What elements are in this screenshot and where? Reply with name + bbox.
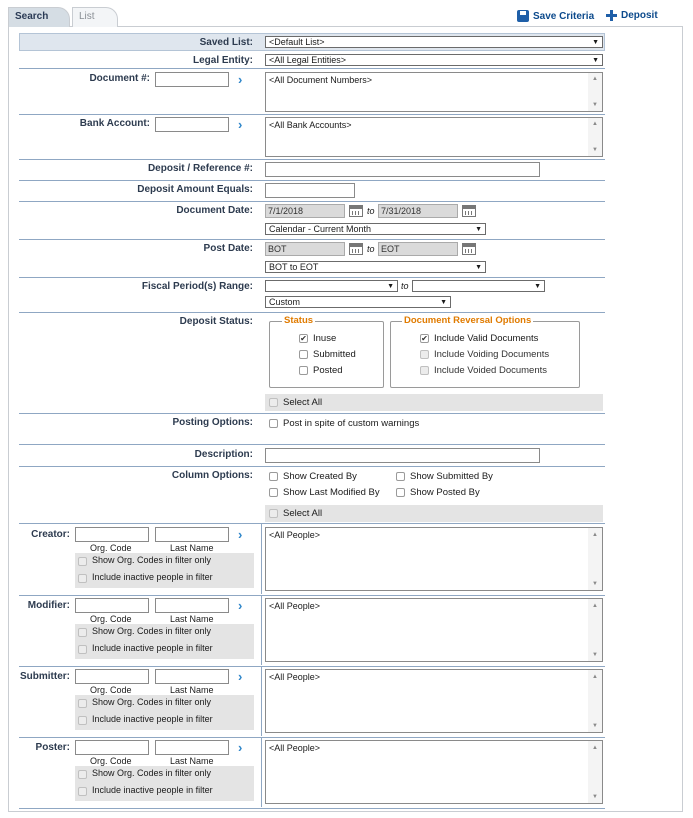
document-no-input[interactable] [155, 72, 229, 87]
column-options-label: Column Options: [171, 470, 253, 481]
divider [19, 666, 605, 667]
save-icon [517, 10, 529, 22]
modifier-label: Modifier: [27, 600, 70, 611]
legal-entity-select[interactable] [265, 54, 603, 66]
status-submitted-checkbox[interactable] [299, 350, 308, 359]
submitter-label: Submitter: [20, 671, 70, 682]
status-inuse-checkbox[interactable]: ✔ [300, 334, 307, 343]
modifier-people-list[interactable] [265, 598, 603, 662]
saved-list-select[interactable] [265, 36, 603, 48]
deposit-button[interactable] [606, 10, 658, 21]
poster-include-inactive-checkbox[interactable] [78, 787, 87, 796]
creator-show-org-codes-label: Show Org. Codes in filter only [92, 555, 212, 565]
post-custom-warnings-checkbox[interactable] [269, 419, 278, 428]
poster-label: Poster: [35, 742, 70, 753]
post-date-to[interactable]: EOT [378, 242, 458, 256]
divider [19, 114, 605, 115]
modifier-org-code-input[interactable] [75, 598, 149, 613]
status-posted-checkbox[interactable] [299, 366, 308, 375]
bank-account-input[interactable] [155, 117, 229, 132]
divider [19, 201, 605, 202]
deposit-amount-label: Deposit Amount Equals: [137, 184, 253, 195]
calendar-icon[interactable] [462, 205, 476, 217]
chevron-right-icon[interactable]: › [238, 669, 243, 684]
modifier-include-inactive-checkbox[interactable] [78, 645, 87, 654]
poster-last-name-input[interactable] [155, 740, 229, 755]
divider [261, 524, 262, 594]
divider [19, 239, 605, 240]
to-label: to [367, 206, 375, 216]
deposit-ref-input[interactable] [265, 162, 540, 177]
document-date-preset-value: Calendar - Current Month [269, 224, 372, 234]
submitter-people-list[interactable] [265, 669, 603, 733]
divider [19, 808, 605, 809]
scrollbar[interactable]: ▲ ▼ [588, 528, 602, 590]
submitter-include-inactive-label: Include inactive people in filter [92, 714, 213, 724]
poster-show-org-codes-checkbox[interactable] [78, 770, 87, 779]
include-valid-checkbox[interactable]: ✔ [421, 334, 428, 343]
submitter-last-name-caption: Last Name [170, 685, 214, 695]
show-last-modified-by-checkbox[interactable] [269, 488, 278, 497]
modifier-show-org-codes-label: Show Org. Codes in filter only [92, 626, 212, 636]
submitter-show-org-codes-checkbox[interactable] [78, 699, 87, 708]
chevron-right-icon[interactable]: › [238, 72, 243, 87]
show-submitted-by-label: Show Submitted By [410, 471, 493, 482]
chevron-right-icon[interactable]: › [238, 117, 243, 132]
divider [19, 595, 605, 596]
fiscal-to-select[interactable] [412, 280, 545, 292]
columns-select-all-checkbox[interactable] [269, 509, 278, 518]
deposit-amount-input[interactable] [265, 183, 355, 198]
fiscal-mode-value: Custom [269, 297, 301, 307]
creator-include-inactive-label: Include inactive people in filter [92, 572, 213, 582]
submitter-people-list-value: <All People> [269, 672, 321, 682]
submitter-show-org-codes-label: Show Org. Codes in filter only [92, 697, 212, 707]
saved-list-value: <Default List> [269, 37, 325, 47]
creator-org-code-input[interactable] [75, 527, 149, 542]
post-date-label: Post Date: [203, 243, 253, 254]
fiscal-from-select[interactable] [265, 280, 398, 292]
submitter-org-code-input[interactable] [75, 669, 149, 684]
dropdown-arrow-icon: ▼ [475, 264, 482, 271]
show-created-by-checkbox[interactable] [269, 472, 278, 481]
fiscal-range-label: Fiscal Period(s) Range: [141, 281, 253, 292]
description-label: Description: [194, 449, 253, 460]
description-input[interactable] [265, 448, 540, 463]
modifier-show-org-codes-checkbox[interactable] [78, 628, 87, 637]
include-voided-checkbox[interactable] [420, 366, 429, 375]
divider [19, 180, 605, 181]
save-criteria-label: Save Criteria [533, 10, 595, 22]
modifier-org-code-caption: Org. Code [90, 614, 132, 624]
show-posted-by-label: Show Posted By [410, 487, 480, 498]
include-voiding-checkbox[interactable] [420, 350, 429, 359]
status-select-all-checkbox[interactable] [269, 398, 278, 407]
post-date-from[interactable]: BOT [265, 242, 345, 256]
submitter-org-code-caption: Org. Code [90, 685, 132, 695]
divider [19, 159, 605, 160]
creator-org-code-caption: Org. Code [90, 543, 132, 553]
dropdown-arrow-icon: ▼ [387, 283, 394, 290]
status-select-all-label: Select All [283, 397, 323, 408]
include-voiding-label: Include Voiding Documents [434, 349, 550, 360]
modifier-last-name-input[interactable] [155, 598, 229, 613]
deposit-label: Deposit [621, 10, 658, 21]
document-no-list-value: <All Document Numbers> [269, 75, 373, 85]
document-no-label: Document #: [89, 73, 150, 84]
show-posted-by-checkbox[interactable] [396, 488, 405, 497]
submitter-last-name-input[interactable] [155, 669, 229, 684]
submitter-include-inactive-checkbox[interactable] [78, 716, 87, 725]
legal-entity-label: Legal Entity: [192, 55, 253, 66]
deposit-ref-label: Deposit / Reference #: [147, 163, 253, 174]
creator-show-org-codes-checkbox[interactable] [78, 557, 87, 566]
modifier-last-name-caption: Last Name [170, 614, 214, 624]
show-last-modified-by-label: Show Last Modified By [283, 487, 380, 498]
bank-account-list[interactable] [265, 117, 603, 157]
poster-org-code-input[interactable] [75, 740, 149, 755]
document-date-from[interactable]: 7/1/2018 [265, 204, 345, 218]
legal-entity-value: <All Legal Entities> [269, 55, 347, 65]
divider [261, 737, 262, 807]
to-label: to [401, 281, 409, 291]
post-custom-warnings-label: Post in spite of custom warnings [283, 418, 420, 429]
creator-last-name-caption: Last Name [170, 543, 214, 553]
divider [19, 523, 605, 524]
divider [19, 737, 605, 738]
columns-select-all-label: Select All [283, 508, 323, 519]
dropdown-arrow-icon: ▼ [440, 299, 447, 306]
tab-search[interactable]: Search [8, 7, 70, 27]
to-label: to [367, 244, 375, 254]
creator-label: Creator: [31, 529, 70, 540]
fiscal-mode-select[interactable] [265, 296, 451, 308]
posting-options-label: Posting Options: [172, 417, 253, 428]
divider [19, 277, 605, 278]
document-no-list[interactable] [265, 72, 603, 112]
chevron-right-icon[interactable]: › [238, 598, 243, 613]
calendar-icon[interactable] [349, 243, 363, 255]
document-date-to[interactable]: 7/31/2018 [378, 204, 458, 218]
status-inuse-label: Inuse [313, 333, 337, 344]
status-submitted-label: Submitted [313, 349, 356, 360]
dropdown-arrow-icon: ▼ [592, 57, 599, 64]
scrollbar[interactable]: ▲ ▼ [588, 73, 602, 111]
status-posted-label: Posted [313, 365, 343, 376]
creator-people-list-value: <All People> [269, 530, 321, 540]
poster-last-name-caption: Last Name [170, 756, 214, 766]
bank-account-label: Bank Account: [79, 118, 150, 129]
poster-org-code-caption: Org. Code [90, 756, 132, 766]
save-criteria-button[interactable] [517, 10, 594, 22]
scrollbar[interactable]: ▲ ▼ [588, 741, 602, 803]
scrollbar[interactable]: ▲ ▼ [588, 599, 602, 661]
calendar-icon[interactable] [349, 205, 363, 217]
divider [19, 312, 605, 313]
modifier-people-list-value: <All People> [269, 601, 321, 611]
show-submitted-by-checkbox[interactable] [396, 472, 405, 481]
deposit-status-label: Deposit Status: [179, 316, 253, 327]
scrollbar[interactable]: ▲ ▼ [588, 670, 602, 732]
show-created-by-label: Show Created By [283, 471, 357, 482]
include-voided-label: Include Voided Documents [434, 365, 548, 376]
post-date-preset-value: BOT to EOT [269, 262, 319, 272]
dropdown-arrow-icon: ▼ [592, 39, 599, 46]
divider [19, 444, 605, 445]
poster-include-inactive-label: Include inactive people in filter [92, 785, 213, 795]
chevron-right-icon[interactable]: › [238, 740, 243, 755]
calendar-icon[interactable] [462, 243, 476, 255]
modifier-include-inactive-label: Include inactive people in filter [92, 643, 213, 653]
reversal-legend: Document Reversal Options [404, 315, 532, 326]
scrollbar[interactable]: ▲ ▼ [588, 118, 602, 156]
plus-icon [606, 10, 617, 21]
poster-show-org-codes-label: Show Org. Codes in filter only [92, 768, 212, 778]
divider [19, 466, 605, 467]
document-date-preset-select[interactable] [265, 223, 486, 235]
saved-list-label: Saved List: [199, 37, 253, 48]
include-valid-label: Include Valid Documents [434, 333, 539, 344]
tab-list[interactable]: List [72, 7, 118, 27]
divider [261, 595, 262, 665]
status-legend: Status [284, 315, 314, 326]
dropdown-arrow-icon: ▼ [534, 283, 541, 290]
creator-people-list[interactable] [265, 527, 603, 591]
divider [19, 68, 605, 69]
dropdown-arrow-icon: ▼ [475, 226, 482, 233]
post-date-preset-select[interactable] [265, 261, 486, 273]
divider [261, 666, 262, 736]
divider [19, 413, 605, 414]
creator-include-inactive-checkbox[interactable] [78, 574, 87, 583]
chevron-right-icon[interactable]: › [238, 527, 243, 542]
poster-people-list[interactable] [265, 740, 603, 804]
document-date-label: Document Date: [176, 205, 253, 216]
poster-people-list-value: <All People> [269, 743, 321, 753]
creator-last-name-input[interactable] [155, 527, 229, 542]
bank-account-list-value: <All Bank Accounts> [269, 120, 352, 130]
